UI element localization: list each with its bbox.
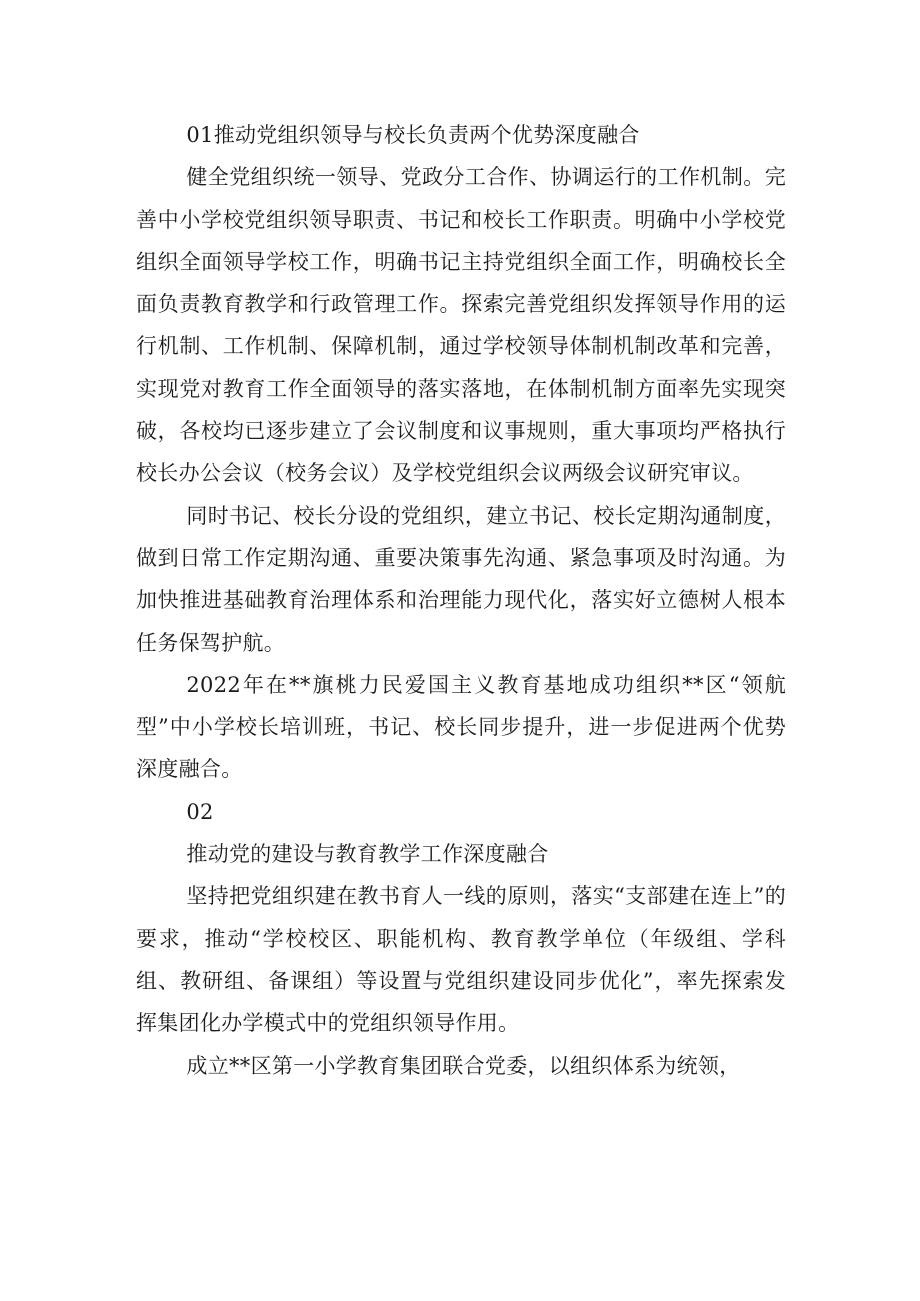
paragraph: 2022年在**旗桃力民爱国主义教育基地成功组织**区“领航型”中小学校长培训班，书记、校长同步提升，进一步促进两个优势深度融合。 xyxy=(136,672,786,782)
section-heading-02: 推动党的建设与教育教学工作深度融合 xyxy=(186,842,549,867)
paragraph: 成立**区第一小学教育集团联合党委，以组织体系为统领， xyxy=(186,1053,741,1078)
section-number-02: 02 xyxy=(186,799,214,824)
paragraph: 同时书记、校长分设的党组织，建立书记、校长定期沟通制度，做到日常工作定期沟通、重要决策事先沟通、紧急事项及时沟通。为加快推进基础教育治理体系和治理能力现代化，落实好立德树人根本任务保驾护航。 xyxy=(136,503,786,655)
section-heading-01: 01推动党组织领导与校长负责两个优势深度融合 xyxy=(186,123,640,147)
paragraph: 坚持把党组织建在教书育人一线的原则，落实“支部建在连上”的要求，推动“学校校区、职能机构、教育教学单位（年级组、学科组、教研组、备课组）等设置与党组织建设同步优化”，率先探索发挥集团化办学模式中的党组织领导作用。 xyxy=(136,884,786,1036)
document-body xyxy=(136,114,786,1087)
paragraph: 健全党组织统一领导、党政分工合作、协调运行的工作机制。完善中小学校党组织领导职责、书记和校长工作职责。明确中小学校党组织全面领导学校工作，明确书记主持党组织全面工作，明确校长全面负责教育教学和行政管理工作。探索完善党组织发挥领导作用的运行机制、工作机制、保障机制，通过学校领导体制机制改革和完善，实现党对教育工作全面领导的落实落地，在体制机制方面率先实现突破，各校均已逐步建立了会议制度和议事规则，重大事项均严格执行校长办公会议（校务会议）及学校党组织会议两级会议研究审议。 xyxy=(136,165,786,486)
